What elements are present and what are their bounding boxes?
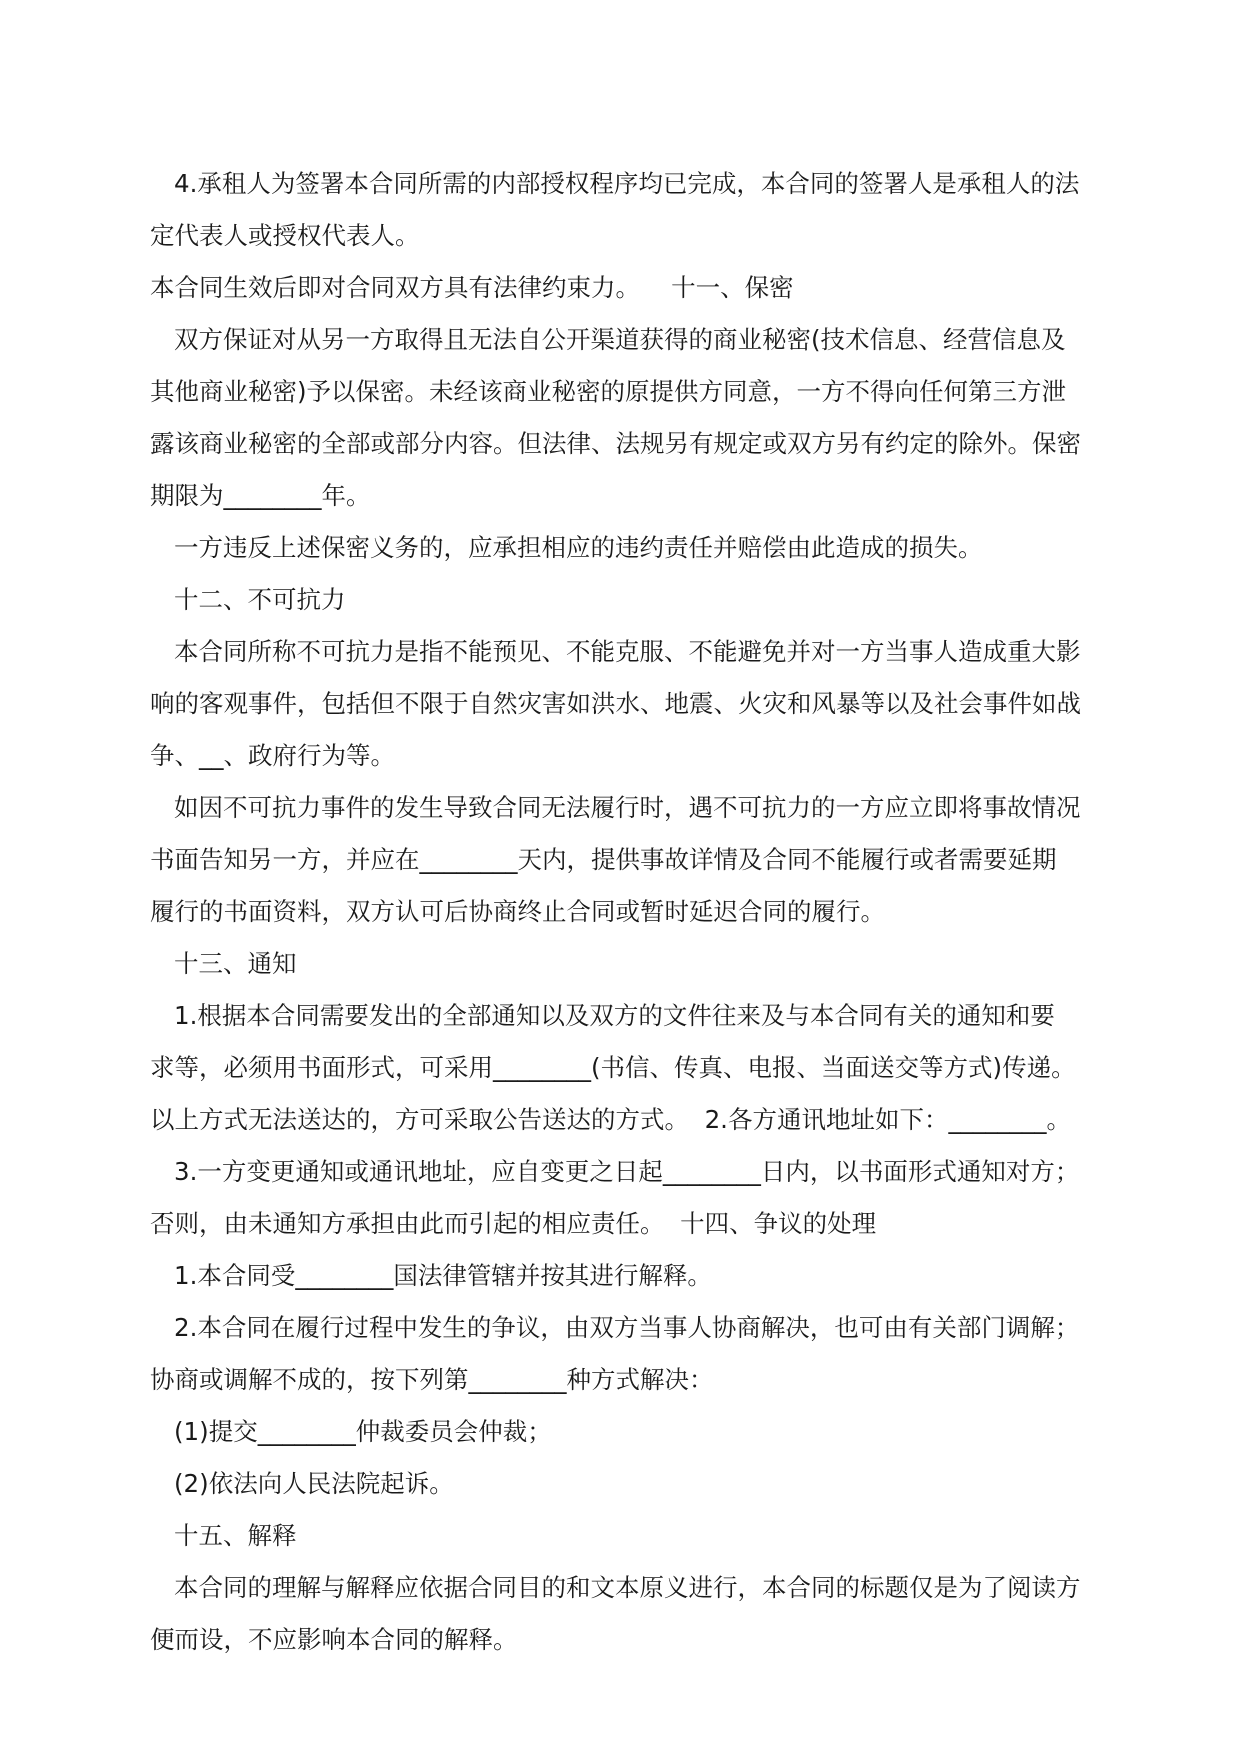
document-line: 4.承租人为签署本合同所需的内部授权程序均已完成，本合同的签署人是承租人的法 [174, 169, 1080, 198]
document-line: 定代表人或授权代表人。 [150, 221, 420, 250]
document-line: 露该商业秘密的全部或部分内容。但法律、法规另有规定或双方另有约定的除外。保密 [150, 429, 1081, 458]
document-line: 否则，由未通知方承担由此而引起的相应责任。 十四、争议的处理 [150, 1209, 877, 1238]
document-line: 十二、不可抗力 [174, 585, 346, 614]
document-line: 一方违反上述保密义务的，应承担相应的违约责任并赔偿由此造成的损失。 [174, 533, 983, 562]
document-line: 期限为________年。 [150, 481, 371, 510]
document-line: 其他商业秘密)予以保密。未经该商业秘密的原提供方同意，一方不得向任何第三方泄 [150, 377, 1067, 406]
document-line: 履行的书面资料，双方认可后协商终止合同或暂时延迟合同的履行。 [150, 897, 885, 926]
document-line: 2.本合同在履行过程中发生的争议，由双方当事人协商解决，也可由有关部门调解； [174, 1313, 1080, 1342]
document-line: 本合同所称不可抗力是指不能预见、不能克服、不能避免并对一方当事人造成重大影 [174, 637, 1081, 666]
document-line: 双方保证对从另一方取得且无法自公开渠道获得的商业秘密(技术信息、经营信息及 [174, 325, 1066, 354]
document-line: 协商或调解不成的，按下列第________种方式解决： [150, 1365, 714, 1394]
document-line: 争、__、政府行为等。 [150, 741, 395, 770]
document-line: 求等，必须用书面形式，可采用________(书信、传真、电报、当面送交等方式)传递。 [150, 1053, 1076, 1082]
document-line: 1.本合同受________国法律管辖并按其进行解释。 [174, 1261, 712, 1290]
document-line: 响的客观事件，包括但不限于自然灾害如洪水、地震、火灾和风暴等以及社会事件如战 [150, 689, 1081, 718]
document-line: 便而设，不应影响本合同的解释。 [150, 1625, 518, 1654]
document-line: 本合同生效后即对合同双方具有法律约束力。 十一、保密 [150, 273, 794, 302]
document-line: 1.根据本合同需要发出的全部通知以及双方的文件往来及与本合同有关的通知和要 [174, 1001, 1055, 1030]
document-line: 十三、通知 [174, 949, 297, 978]
document-line: (1)提交________仲裁委员会仲裁； [174, 1417, 552, 1446]
document-line: 十五、解释 [174, 1521, 297, 1550]
document-line: 3.一方变更通知或通讯地址，应自变更之日起________日内，以书面形式通知对方； [174, 1157, 1080, 1186]
document-line: 书面告知另一方，并应在________天内，提供事故详情及合同不能履行或者需要延期 [150, 845, 1057, 874]
document-line: 本合同的理解与解释应依据合同目的和文本原义进行，本合同的标题仅是为了阅读方 [174, 1573, 1081, 1602]
document-line: 如因不可抗力事件的发生导致合同无法履行时，遇不可抗力的一方应立即将事故情况 [174, 793, 1081, 822]
document-line: 以上方式无法送达的，方可采取公告送达的方式。 2.各方通讯地址如下：________。 [150, 1105, 1071, 1134]
document-line: (2)依法向人民法院起诉。 [174, 1469, 454, 1498]
document-body [150, 158, 1090, 1666]
